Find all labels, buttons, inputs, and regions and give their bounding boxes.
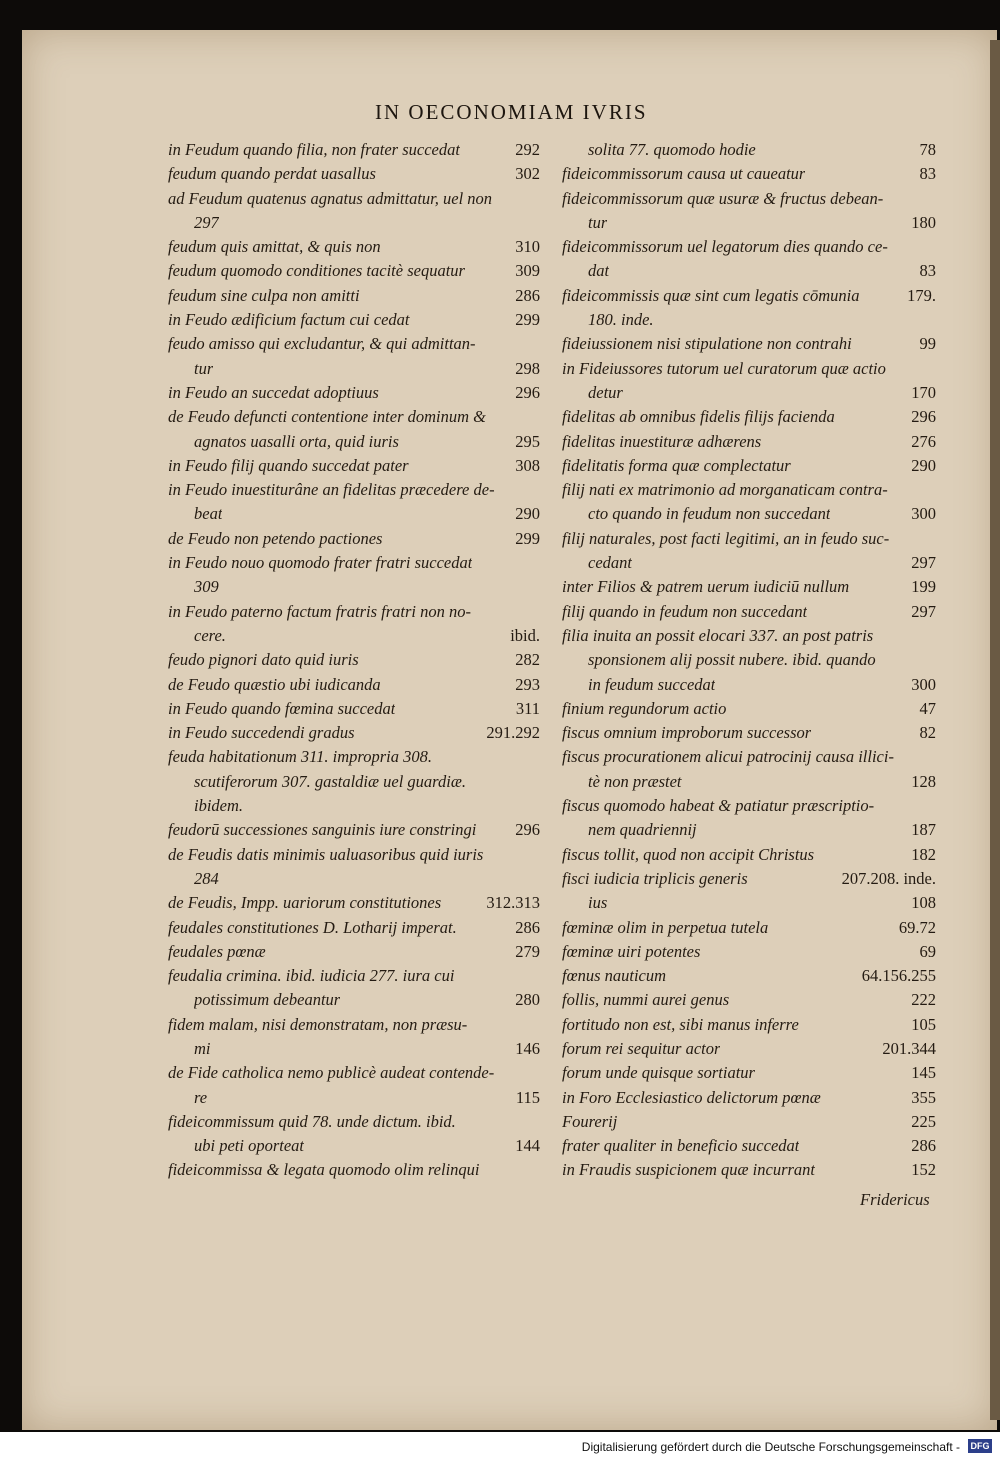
index-entry — [562, 1110, 936, 1134]
page-reference: 187 — [911, 820, 936, 840]
index-entry — [562, 988, 936, 1012]
page-reference: 199 — [911, 577, 936, 597]
entry-text: de Feudis datis minimis ualuasoribus quid iuris — [168, 844, 484, 864]
page-reference: 293 — [515, 674, 540, 694]
index-entry — [562, 551, 936, 575]
index-entry — [562, 1134, 936, 1158]
entry-text: feudum sine culpa non amitti — [168, 285, 360, 305]
entry-text: fœminæ olim in perpetua tutela — [562, 917, 769, 937]
page-reference — [534, 867, 540, 891]
page-reference — [534, 1013, 540, 1037]
entry-text: forum unde quisque sortiatur — [562, 1063, 755, 1083]
index-entry — [562, 916, 936, 940]
entry-text: cedant — [588, 553, 632, 573]
entry-text: frater qualiter in beneficio succedat — [562, 1136, 800, 1156]
page-reference: 146 — [515, 1038, 540, 1058]
entry-text: fiscus quomodo habeat & patiatur præscriptio- — [562, 796, 875, 816]
index-entry — [562, 381, 936, 405]
page-reference: 69.72 — [898, 917, 936, 937]
entry-text: fidem malam, nisi demonstratam, non præsu- — [168, 1014, 468, 1034]
page-reference: 282 — [515, 650, 540, 670]
entry-text: fideicommissorum uel legatorum dies quando ce- — [562, 237, 888, 257]
entry-text: inter Filios & patrem uerum iudiciū nullum — [562, 577, 850, 597]
entry-text: ad Feudum quatenus agnatus admittatur, uel non — [168, 188, 493, 208]
footer-bar — [0, 1432, 1000, 1465]
entry-text: scutiferorum 307. gastaldiæ uel guardiæ. — [194, 771, 466, 791]
entry-text: fidelitatis forma quæ complectatur — [562, 455, 791, 475]
page-reference: 309 — [515, 261, 540, 281]
page-reference: 83 — [919, 164, 936, 184]
index-entry — [562, 284, 936, 308]
index-entry — [562, 1158, 936, 1182]
entry-text: forum rei sequitur actor — [562, 1038, 721, 1058]
entry-text: fœminæ uiri potentes — [562, 941, 701, 961]
index-entry — [562, 1037, 936, 1061]
entry-text: follis, nummi aurei genus — [562, 990, 730, 1010]
page-reference: 279 — [515, 941, 540, 961]
index-entry — [168, 843, 540, 867]
index-entry — [168, 187, 540, 211]
index-entry — [562, 138, 936, 162]
index-entry — [562, 697, 936, 721]
index-entry — [562, 745, 936, 769]
entry-text: in Feudo an succedat adoptiuus — [168, 382, 379, 402]
index-entry — [562, 770, 936, 794]
index-entry — [168, 551, 540, 575]
page-reference: 222 — [911, 990, 936, 1010]
index-entry — [168, 916, 540, 940]
entry-text: fideicommissis quæ sint cum legatis cōmunia — [562, 285, 860, 305]
index-entry — [562, 964, 936, 988]
page-reference — [534, 551, 540, 575]
page-reference: 108 — [911, 893, 936, 913]
entry-text: fideicommissorum causa ut caueatur — [562, 164, 806, 184]
page-reference: 144 — [515, 1136, 540, 1156]
page-reference: 280 — [515, 990, 540, 1010]
dfg-logo-icon: DFG — [968, 1439, 992, 1453]
page-reference — [930, 235, 936, 259]
index-entry — [168, 600, 540, 624]
index-entry — [562, 1013, 936, 1037]
index-entry — [168, 138, 540, 162]
page-reference: 115 — [515, 1087, 540, 1107]
entry-text: in Feudo ædificium factum cui cedat — [168, 310, 410, 330]
page-reference: 302 — [515, 164, 540, 184]
index-entry — [168, 527, 540, 551]
index-entry — [168, 891, 540, 915]
index-entry — [168, 794, 540, 818]
page-reference — [930, 794, 936, 818]
entry-text: in Foro Ecclesiastico delictorum pœnæ — [562, 1087, 821, 1107]
entry-text: fideicommissa & legata quomodo olim relinqui — [168, 1160, 480, 1180]
entry-text: feudorū successiones sanguinis iure constringi — [168, 820, 477, 840]
index-entry — [562, 673, 936, 697]
entry-text: cere. — [194, 625, 226, 645]
page-reference: 179. — [907, 285, 936, 305]
index-entry — [562, 235, 936, 259]
entry-text: 180. inde. — [588, 310, 654, 330]
page-reference: 355 — [911, 1087, 936, 1107]
page-reference: 311 — [515, 698, 540, 718]
page-reference — [534, 478, 540, 502]
index-entry — [562, 940, 936, 964]
index-entry — [168, 940, 540, 964]
entry-text: 309 — [194, 577, 219, 597]
page-reference — [534, 211, 540, 235]
page-reference: 308 — [515, 455, 540, 475]
page-reference — [534, 600, 540, 624]
index-entry — [168, 478, 540, 502]
page-reference: 299 — [515, 528, 540, 548]
index-entry — [562, 259, 936, 283]
entry-text: fiscus tollit, quod non accipit Christus — [562, 844, 815, 864]
page-reference — [930, 478, 936, 502]
index-entry — [562, 332, 936, 356]
page-reference — [930, 624, 936, 648]
entry-text: finium regundorum actio — [562, 698, 727, 718]
entry-text: mi — [194, 1038, 211, 1058]
index-entry — [562, 867, 936, 891]
entry-text: nem quadriennij — [588, 820, 697, 840]
page-reference — [534, 770, 540, 794]
entry-text: tè non præstet — [588, 771, 682, 791]
entry-text: feudales constitutiones D. Lotharij imperat. — [168, 917, 457, 937]
page-reference: 182 — [911, 844, 936, 864]
entry-text: fisci iudicia triplicis generis — [562, 868, 748, 888]
page-reference — [534, 794, 540, 818]
index-entry — [168, 1061, 540, 1085]
entry-text: de Feudo quæstio ubi iudicanda — [168, 674, 381, 694]
page-reference — [930, 745, 936, 769]
page-reference — [534, 405, 540, 429]
index-entry — [168, 502, 540, 526]
index-entry — [168, 308, 540, 332]
index-entry — [562, 502, 936, 526]
index-column-right — [562, 138, 936, 1183]
entry-text: fortitudo non est, sibi manus inferre — [562, 1014, 799, 1034]
page-reference — [534, 1158, 540, 1182]
entry-text: fideiussionem nisi stipulatione non contrahi — [562, 334, 852, 354]
page-reference: 299 — [515, 310, 540, 330]
entry-text: cto quando in feudum non succedant — [588, 504, 831, 524]
page-reference: 286 — [515, 285, 540, 305]
page-reference: 296 — [515, 820, 540, 840]
index-entry — [562, 454, 936, 478]
entry-text: fiscus omnium improborum successor — [562, 723, 812, 743]
page-edge — [990, 40, 1000, 1420]
page-reference — [930, 357, 936, 381]
page-reference: 291.292 — [486, 723, 540, 743]
entry-text: feudales pœnæ — [168, 941, 266, 961]
index-entry — [168, 673, 540, 697]
page-reference: 69 — [919, 941, 936, 961]
entry-text: filij naturales, post facti legitimi, an in feudo suc- — [562, 528, 890, 548]
page-reference: 290 — [911, 455, 936, 475]
entry-text: Fourerij — [562, 1111, 618, 1131]
entry-text: fideicommissorum quæ usuræ & fructus debean- — [562, 188, 884, 208]
entry-text: de Fide catholica nemo publicè audeat contende- — [168, 1063, 495, 1083]
entry-text: fœnus nauticum — [562, 966, 667, 986]
page-reference: 105 — [911, 1014, 936, 1034]
index-entry — [168, 1134, 540, 1158]
index-entry — [562, 891, 936, 915]
entry-text: 284 — [194, 868, 219, 888]
entry-text: in Feudum quando filia, non frater succedat — [168, 140, 460, 159]
page-reference: 290 — [515, 504, 540, 524]
page-reference: 296 — [911, 407, 936, 427]
page-reference: 152 — [911, 1160, 936, 1180]
entry-text: in Feudo paterno factum fratris fratri non no- — [168, 601, 471, 621]
entry-text: dat — [588, 261, 610, 281]
entry-text: beat — [194, 504, 223, 524]
entry-text: in feudum succedat — [588, 674, 716, 694]
page-reference — [534, 575, 540, 599]
page-reference: 207.208. inde. — [841, 868, 936, 888]
index-entry — [168, 162, 540, 186]
index-entry — [562, 1086, 936, 1110]
entry-text: in Feudo filij quando succedat pater — [168, 455, 409, 475]
page-reference: 276 — [911, 431, 936, 451]
entry-text: ubi peti oporteat — [194, 1136, 304, 1156]
index-entry — [562, 405, 936, 429]
page-reference: 83 — [919, 261, 936, 281]
entry-text: in Feudo nouo quomodo frater fratri succedat — [168, 553, 473, 573]
entry-text: de Feudo defuncti contentione inter dominum & — [168, 407, 487, 427]
entry-text: feudum quando perdat uasallus — [168, 164, 376, 184]
page-reference: 295 — [515, 431, 540, 451]
entry-text: feuda habitationum 311. impropria 308. — [168, 747, 432, 767]
running-head: IN OECONOMIAM IVRIS — [375, 100, 648, 124]
page-reference: 296 — [515, 382, 540, 402]
entry-text: filia inuita an possit elocari 337. an post patris — [562, 625, 874, 645]
index-entry — [562, 648, 936, 672]
index-entry — [562, 478, 936, 502]
index-entry — [562, 187, 936, 211]
index-entry — [168, 1086, 540, 1110]
entry-text: 297 — [194, 212, 219, 232]
page-reference: 297 — [911, 601, 936, 621]
page-reference: 225 — [911, 1111, 936, 1131]
entry-text: de Feudis, Impp. uariorum constitutiones — [168, 893, 442, 913]
index-entry — [168, 1110, 540, 1134]
page-reference — [930, 187, 936, 211]
page-reference — [930, 308, 936, 332]
entry-text: in Feudo succedendi gradus — [168, 723, 355, 743]
index-entry — [562, 843, 936, 867]
index-entry — [168, 235, 540, 259]
entry-text: detur — [588, 382, 623, 402]
index-entry — [168, 624, 540, 648]
index-entry — [168, 430, 540, 454]
page-reference: 180 — [911, 212, 936, 232]
page-reference: 298 — [515, 358, 540, 378]
page-reference: 300 — [911, 674, 936, 694]
index-entry — [562, 162, 936, 186]
index-entry — [562, 575, 936, 599]
index-column-left — [168, 138, 540, 1183]
page-reference: 292 — [515, 140, 540, 159]
page-reference: 47 — [919, 698, 936, 718]
index-entry — [168, 1013, 540, 1037]
entry-text: filij nati ex matrimonio ad morganaticam contra- — [562, 480, 888, 500]
page-reference — [534, 332, 540, 356]
page-reference: 286 — [911, 1136, 936, 1156]
page-reference: 312.313 — [486, 893, 540, 913]
entry-text: in Feudo inuestiturâne an fidelitas præcedere de- — [168, 480, 495, 500]
index-entry — [168, 357, 540, 381]
page-reference: 145 — [911, 1063, 936, 1083]
page-reference: 286 — [515, 917, 540, 937]
page-reference: 78 — [919, 140, 936, 159]
index-entry — [562, 308, 936, 332]
page-reference — [534, 964, 540, 988]
entry-text: feudo pignori dato quid iuris — [168, 650, 359, 670]
page-reference: 201.344 — [882, 1038, 936, 1058]
entry-text: ius — [588, 893, 608, 913]
index-entry — [168, 697, 540, 721]
entry-text: filij quando in feudum non succedant — [562, 601, 808, 621]
index-entry — [168, 818, 540, 842]
index-entry — [168, 332, 540, 356]
page-reference: 82 — [919, 723, 936, 743]
page-reference — [534, 1061, 540, 1085]
page-reference: 310 — [515, 237, 540, 257]
index-entry — [562, 721, 936, 745]
index-entry — [168, 648, 540, 672]
index-entry — [562, 818, 936, 842]
page-reference: 170 — [911, 382, 936, 402]
entry-text: fidelitas inuestituræ adhærens — [562, 431, 762, 451]
index-entry — [168, 211, 540, 235]
index-entry — [168, 575, 540, 599]
entry-text: re — [194, 1087, 208, 1107]
entry-text: tur — [194, 358, 214, 378]
page-reference — [534, 1110, 540, 1134]
page-reference — [534, 187, 540, 211]
page-reference: 300 — [911, 504, 936, 524]
entry-text: feudo amisso qui excludantur, & qui admittan- — [168, 334, 476, 354]
index-entry — [562, 624, 936, 648]
index-entry — [168, 405, 540, 429]
index-entry — [562, 600, 936, 624]
page-reference: 99 — [919, 334, 936, 354]
page-reference — [534, 745, 540, 769]
page-reference: ibid. — [510, 625, 540, 645]
entry-text: fiscus procurationem alicui patrocinij causa illici- — [562, 747, 894, 767]
index-entry — [168, 770, 540, 794]
index-entry — [168, 964, 540, 988]
footer-credit: Digitalisierung gefördert durch die Deutsche Forschungsgemeinschaft - — [581, 1440, 960, 1454]
index-entry — [168, 867, 540, 891]
page-reference: 64.156.255 — [861, 966, 936, 986]
entry-text: agnatos uasalli orta, quid iuris — [194, 431, 399, 451]
entry-text: fidelitas ab omnibus fidelis filijs facienda — [562, 407, 835, 427]
index-entry — [168, 259, 540, 283]
entry-text: in Feudo quando fœmina succedat — [168, 698, 396, 718]
index-entry — [168, 381, 540, 405]
entry-text: feudum quomodo conditiones tacitè sequatur — [168, 261, 465, 281]
entry-text: potissimum debeantur — [194, 990, 341, 1010]
page-reference — [930, 648, 936, 672]
index-entry — [168, 988, 540, 1012]
entry-text: sponsionem alij possit nubere. ibid. quando — [588, 650, 876, 670]
entry-text: ibidem. — [194, 796, 244, 816]
index-entry — [168, 721, 540, 745]
index-entry — [562, 794, 936, 818]
page-reference: 128 — [911, 771, 936, 791]
entry-text: in Fraudis suspicionem quæ incurrant — [562, 1160, 816, 1180]
entry-text: feudalia crimina. ibid. iudicia 277. iura cui — [168, 966, 455, 986]
index-entry — [168, 284, 540, 308]
index-entry — [562, 357, 936, 381]
page-reference: 297 — [911, 553, 936, 573]
entry-text: de Feudo non petendo pactiones — [168, 528, 383, 548]
index-entry — [168, 745, 540, 769]
index-entry — [168, 454, 540, 478]
index-entry — [562, 527, 936, 551]
catchword: Fridericus — [860, 1190, 930, 1209]
page-reference — [930, 527, 936, 551]
index-entry — [562, 430, 936, 454]
entry-text: solita 77. quomodo hodie — [588, 140, 756, 159]
index-entry — [168, 1037, 540, 1061]
entry-text: feudum quis amittat, & quis non — [168, 237, 381, 257]
index-entry — [562, 211, 936, 235]
entry-text: tur — [588, 212, 608, 232]
entry-text: fideicommissum quid 78. unde dictum. ibid. — [168, 1111, 456, 1131]
index-entry — [562, 1061, 936, 1085]
index-entry — [168, 1158, 540, 1182]
entry-text: in Fideiussores tutorum uel curatorum quæ actio — [562, 358, 886, 378]
page-reference — [534, 843, 540, 867]
